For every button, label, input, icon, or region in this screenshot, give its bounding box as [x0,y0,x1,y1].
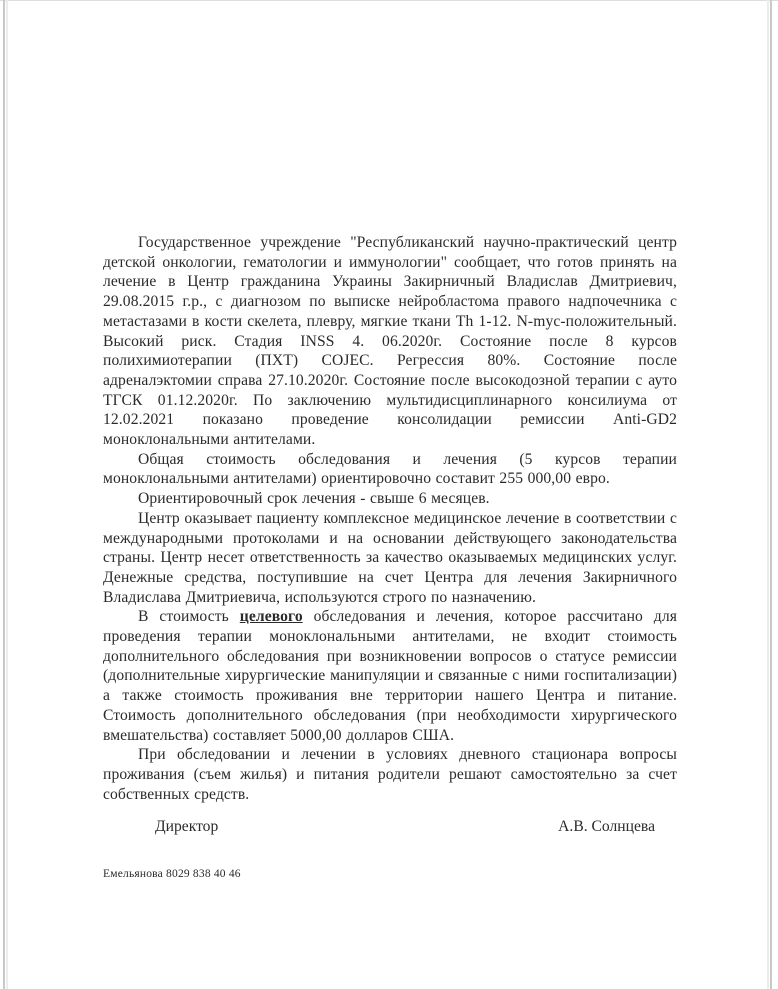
targeted-cost-emphasis: целевого [239,608,303,626]
contact-footer: Емельянова 8029 838 40 46 [103,868,241,881]
signature-row [103,817,677,837]
letter-body [103,233,677,881]
signature-name: А.В. Солнцева [558,818,655,836]
targeted-cost-before: В стоимость [138,608,240,626]
page-edge-top [0,0,778,1]
paragraph-accommodation: При обследовании и лечении в условиях дневного стационара вопросы проживания (съем жилья) и питания родители решают самостоятельно за счет собственных средств. [103,746,677,803]
paragraph-total-cost: Общая стоимость обследования и лечения (5 курсов терапии моноклональными антителами) ориентировочно составит 255 000,00 евро. [103,450,677,488]
targeted-cost-after: обследования и лечения, которое рассчитано для проведения терапии моноклональными антителами, не входит стоимость дополнительного обследования при возникновении вопросов о статусе ремиссии (дополнительные хирургические манипуляции и связанные с ними госпитализации) а также стоимость проживания вне территории нашего Центра и питание. Стоимость дополнительного обследования (при необходимости хирургического вмешательства) составляет 5000,00 долларов США. [103,608,677,744]
paragraph-treatment-duration: Ориентировочный срок лечения - свыше 6 месяцев. [138,490,490,508]
paragraph-targeted-cost [103,607,677,745]
paragraph-acceptance: Государственное учреждение "Республиканский научно-практический центр детской онкологии, гематологии и иммунологии" сообщает, что готов принять на лечение в Центр гражданина Украины Закирничный Владислав Дмитриевич, 29.08.2015 г.р., с диагнозом по выписке нейробластома правого надпочечника с метастазами в кости скелета, плевру, мягкие ткани Th 1-12. N-myc-положительный. Высокий риск. Стадия INSS 4. 06.2020г. Состояние после 8 курсов полихимиотерапии (ПХТ) COJEC. Регрессия 80%. Состояние после адреналэктомии справа 27.10.2020г. Состояние после высокодозной терапии с ауто ТГСК 01.12.2020г. По заключению мультидисциплинарного консилиума от 12.02.2021 показано проведение консолидации ремиссии Anti-GD2 моноклональными антителами. [103,234,677,449]
page-edge-left [3,0,5,989]
signature-title: Директор [155,818,219,836]
paragraph-responsibility: Центр оказывает пациенту комплексное медицинское лечение в соответствии с международными протоколами и на основании действующего законодательства страны. Центр несет ответственность за качество оказываемых медицинских услуг. Денежные средства, поступившие на счет Центра для лечения Закирничного Владислава Дмитриевича, используются строго по назначению. [103,509,677,606]
page-edge-right [770,0,772,989]
